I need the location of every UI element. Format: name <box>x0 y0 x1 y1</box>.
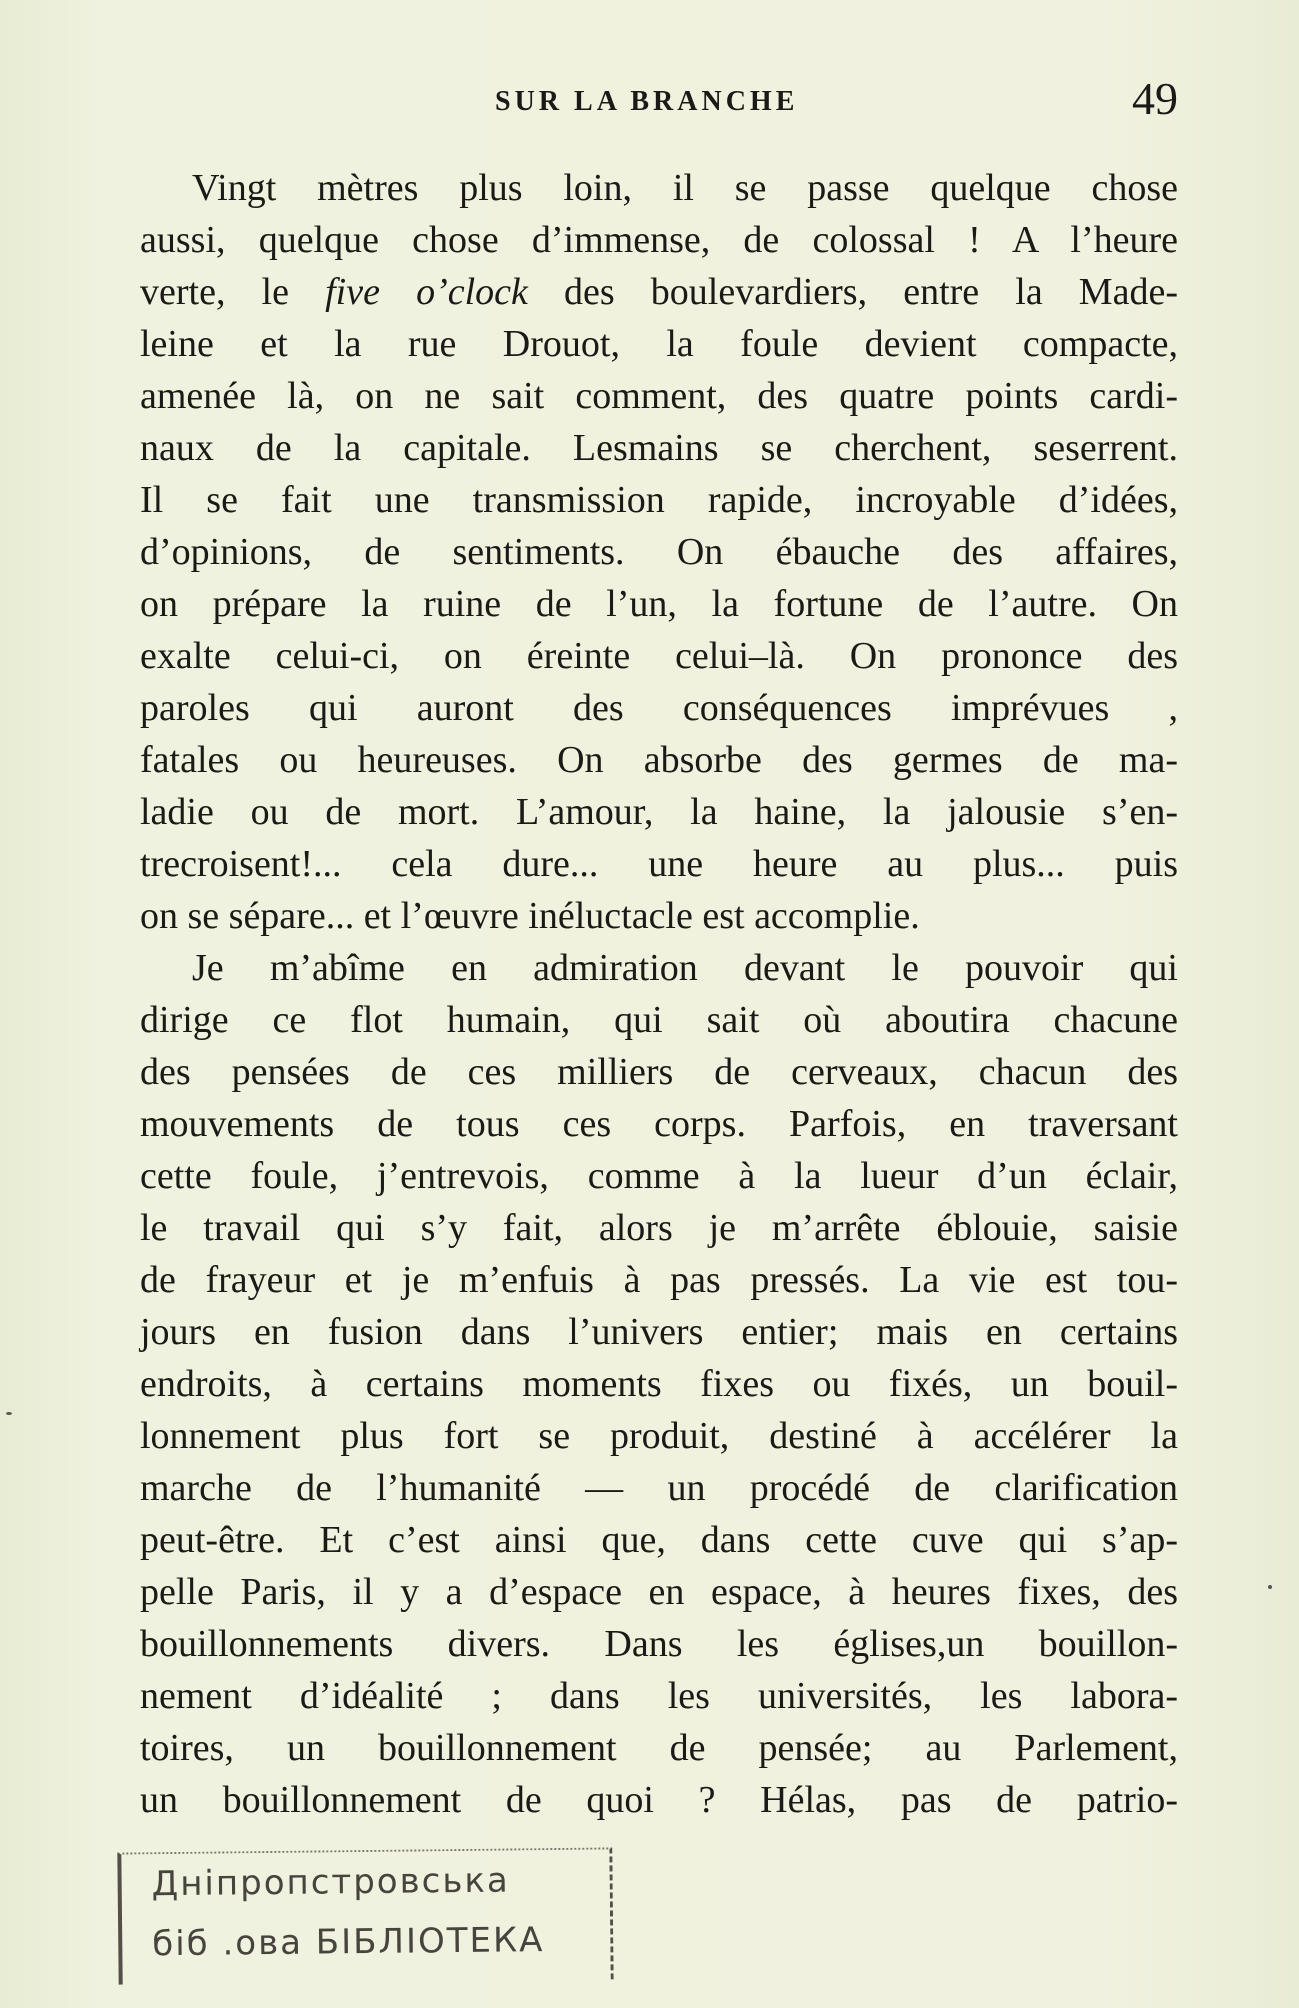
text-line: peut-être. Et c’est ainsi que, dans cette cuve qui s’ap- <box>140 1519 1178 1561</box>
text-line: on prépare la ruine de l’un, la fortune de l’autre. On <box>140 583 1178 625</box>
text-line: un bouillonnement de quoi ? Hélas, pas de patrio- <box>140 1779 1178 1821</box>
text-line: d’opinions, de sentiments. On ébauche des affaires, <box>140 531 1178 573</box>
library-stamp <box>117 1847 613 1984</box>
text-line: ladie ou de mort. L’amour, la haine, la jalousie s’en- <box>140 791 1178 833</box>
text-line <box>140 266 1178 318</box>
text-line: Il se fait une transmission rapide, incroyable d’idées, <box>140 479 1178 521</box>
text-line: endroits, à certains moments fixes ou fixés, un bouil- <box>140 1363 1178 1405</box>
text-line: marche de l’humanité — un procédé de clarification <box>140 1467 1178 1509</box>
text-line: fatales ou heureuses. On absorbe des germes de ma- <box>140 739 1178 781</box>
text-line-end: des boulevardiers, entre la Made- <box>527 271 1178 313</box>
body-text <box>140 162 1178 1826</box>
running-title: SUR LA BRANCHE <box>495 86 799 117</box>
italic-phrase: five o’clock <box>325 271 528 313</box>
text-line: bouillonnements divers. Dans les églises,un bouillon- <box>140 1623 1178 1665</box>
stamp-line: Дніпропстровська <box>151 1860 510 1905</box>
page-header <box>140 72 1178 132</box>
text-line: nement d’idéalité ; dans les universités, les labora- <box>140 1675 1178 1717</box>
text-line: paroles qui auront des conséquences imprévues , <box>140 687 1178 729</box>
dust-speck <box>1268 1585 1272 1589</box>
text-line: cette foule, j’entrevois, comme à la lueur d’un éclair, <box>140 1155 1178 1197</box>
text-line: le travail qui s’y fait, alors je m’arrête éblouie, saisie <box>140 1207 1178 1249</box>
text-line: trecroisent!... cela dure... une heure au plus... puis <box>140 843 1178 885</box>
text-line: des pensées de ces milliers de cerveaux, chacun des <box>140 1051 1178 1093</box>
text-line: naux de la capitale. Lesmains se cherchent, seserrent. <box>140 427 1178 469</box>
text-line: de frayeur et je m’enfuis à pas pressés. La vie est tou- <box>140 1259 1178 1301</box>
text-line: mouvements de tous ces corps. Parfois, en traversant <box>140 1103 1178 1145</box>
dust-speck <box>6 1412 12 1415</box>
page-number: 49 <box>1132 73 1178 124</box>
text-line: jours en fusion dans l’univers entier; mais en certains <box>140 1311 1178 1353</box>
text-line-start: verte, le <box>140 271 326 313</box>
text-line: toires, un bouillonnement de pensée; au Parlement, <box>140 1727 1178 1769</box>
text-line: leine et la rue Drouot, la foule devient compacte, <box>140 323 1178 365</box>
text-line: pelle Paris, il y a d’espace en espace, à heures fixes, des <box>140 1571 1178 1613</box>
stamp-line: біб .ова БІБЛІОТЕКА <box>152 1920 545 1965</box>
text-line: dirige ce flot humain, qui sait où aboutira chacune <box>140 999 1178 1041</box>
text-line: on se sépare... et l’œuvre inéluctacle est accomplie. <box>140 895 920 937</box>
text-line: Je m’abîme en admiration devant le pouvoir qui <box>192 947 1178 989</box>
text-line: Vingt mètres plus loin, il se passe quelque chose <box>192 167 1178 209</box>
text-line: amenée là, on ne sait comment, des quatre points cardi- <box>140 375 1178 417</box>
text-line: exalte celui-ci, on éreinte celui–là. On prononce des <box>140 635 1178 677</box>
text-line: aussi, quelque chose d’immense, de colossal ! A l’heure <box>140 219 1178 261</box>
text-line: lonnement plus fort se produit, destiné à accélérer la <box>140 1415 1178 1457</box>
